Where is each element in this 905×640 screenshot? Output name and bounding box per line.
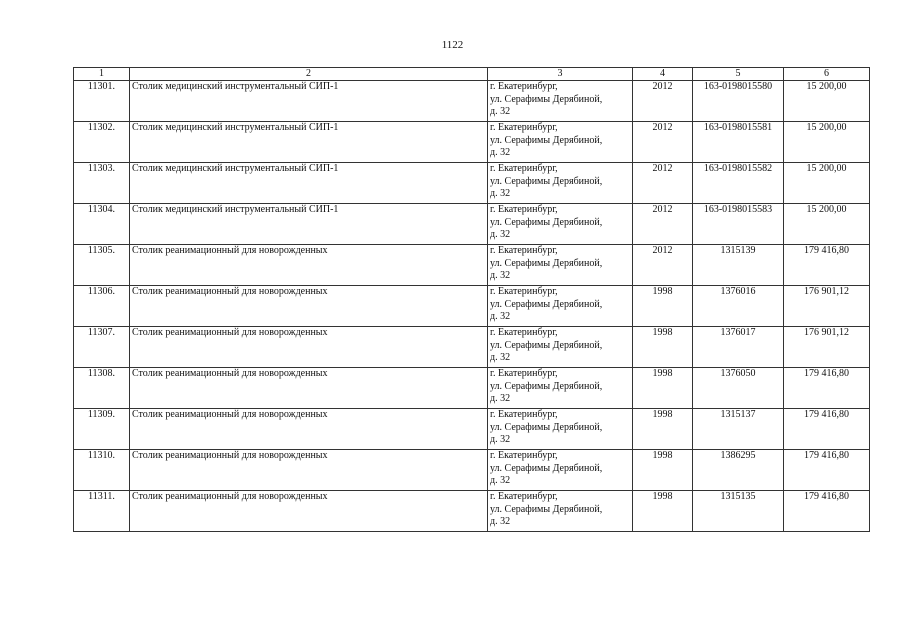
address-line: ул. Серафимы Дерябиной, — [490, 93, 603, 105]
address-line: г. Екатеринбург, — [490, 409, 558, 420]
year-cell: 2012 — [633, 122, 693, 163]
row-number-cell: 11310. — [74, 450, 130, 491]
column-header-4: 4 — [633, 68, 693, 81]
table-header — [74, 68, 870, 81]
row-number-cell: 11302. — [74, 122, 130, 163]
table-row — [74, 286, 870, 327]
address-line: д. 32 — [490, 229, 511, 240]
address-line: ул. Серафимы Дерябиной, — [490, 462, 603, 474]
year-cell: 1998 — [633, 409, 693, 450]
table-row — [74, 204, 870, 245]
row-number-cell: 11306. — [74, 286, 130, 327]
address-cell — [488, 204, 633, 245]
cost-cell: 15 200,00 — [784, 204, 870, 245]
year-cell: 2012 — [633, 163, 693, 204]
address-cell — [488, 245, 633, 286]
item-name-cell: Столик реанимационный для новорожденных — [130, 368, 488, 409]
year-cell: 1998 — [633, 286, 693, 327]
address-cell — [488, 163, 633, 204]
address-cell — [488, 491, 633, 532]
address-line: г. Екатеринбург, — [490, 368, 558, 379]
table-row — [74, 409, 870, 450]
address-line: г. Екатеринбург, — [490, 163, 558, 174]
column-header-2: 2 — [130, 68, 488, 81]
address-line: д. 32 — [490, 434, 511, 445]
year-cell: 2012 — [633, 204, 693, 245]
table-row — [74, 81, 870, 122]
column-header-1: 1 — [74, 68, 130, 81]
cost-cell: 179 416,80 — [784, 409, 870, 450]
cost-cell: 15 200,00 — [784, 163, 870, 204]
address-line: ул. Серафимы Дерябиной, — [490, 216, 603, 228]
inventory-number-cell: 163-0198015582 — [693, 163, 784, 204]
address-cell — [488, 450, 633, 491]
address-cell — [488, 409, 633, 450]
item-name-cell: Столик реанимационный для новорожденных — [130, 245, 488, 286]
address-cell — [488, 81, 633, 122]
inventory-number-cell: 163-0198015580 — [693, 81, 784, 122]
address-line: г. Екатеринбург, — [490, 286, 558, 297]
address-line: ул. Серафимы Дерябиной, — [490, 257, 603, 269]
address-line: ул. Серафимы Дерябиной, — [490, 421, 603, 433]
row-number-cell: 11305. — [74, 245, 130, 286]
cost-cell: 179 416,80 — [784, 450, 870, 491]
inventory-number-cell: 163-0198015581 — [693, 122, 784, 163]
address-cell — [488, 327, 633, 368]
address-line: д. 32 — [490, 393, 511, 404]
table-row — [74, 163, 870, 204]
table-row — [74, 245, 870, 286]
inventory-number-cell: 1386295 — [693, 450, 784, 491]
year-cell: 2012 — [633, 81, 693, 122]
item-name-cell: Столик реанимационный для новорожденных — [130, 491, 488, 532]
address-line: г. Екатеринбург, — [490, 491, 558, 502]
address-line: д. 32 — [490, 106, 511, 117]
cost-cell: 179 416,80 — [784, 368, 870, 409]
cost-cell: 179 416,80 — [784, 245, 870, 286]
row-number-cell: 11309. — [74, 409, 130, 450]
cost-cell: 176 901,12 — [784, 286, 870, 327]
inventory-number-cell: 1315137 — [693, 409, 784, 450]
address-line: г. Екатеринбург, — [490, 327, 558, 338]
address-cell — [488, 286, 633, 327]
address-line: д. 32 — [490, 147, 511, 158]
address-line: г. Екатеринбург, — [490, 245, 558, 256]
address-line: ул. Серафимы Дерябиной, — [490, 339, 603, 351]
inventory-number-cell: 1376016 — [693, 286, 784, 327]
inventory-number-cell: 163-0198015583 — [693, 204, 784, 245]
cost-cell: 15 200,00 — [784, 81, 870, 122]
address-line: г. Екатеринбург, — [490, 122, 558, 133]
address-line: д. 32 — [490, 475, 511, 486]
column-header-6: 6 — [784, 68, 870, 81]
year-cell: 1998 — [633, 491, 693, 532]
address-cell — [488, 368, 633, 409]
item-name-cell: Столик реанимационный для новорожденных — [130, 450, 488, 491]
address-line: ул. Серафимы Дерябиной, — [490, 298, 603, 310]
address-line: ул. Серафимы Дерябиной, — [490, 175, 603, 187]
table-row — [74, 491, 870, 532]
column-header-3: 3 — [488, 68, 633, 81]
year-cell: 1998 — [633, 450, 693, 491]
address-line: д. 32 — [490, 516, 511, 527]
address-line: д. 32 — [490, 311, 511, 322]
table-row — [74, 368, 870, 409]
address-line: ул. Серафимы Дерябиной, — [490, 380, 603, 392]
cost-cell: 176 901,12 — [784, 327, 870, 368]
address-line: ул. Серафимы Дерябиной, — [490, 134, 603, 146]
page-number: 1122 — [441, 39, 464, 51]
inventory-number-cell: 1315139 — [693, 245, 784, 286]
address-line: ул. Серафимы Дерябиной, — [490, 503, 603, 515]
row-number-cell: 11304. — [74, 204, 130, 245]
column-header-5: 5 — [693, 68, 784, 81]
row-number-cell: 11307. — [74, 327, 130, 368]
item-name-cell: Столик реанимационный для новорожденных — [130, 409, 488, 450]
inventory-number-cell: 1376017 — [693, 327, 784, 368]
item-name-cell: Столик реанимационный для новорожденных — [130, 327, 488, 368]
row-number-cell: 11303. — [74, 163, 130, 204]
inventory-number-cell: 1315135 — [693, 491, 784, 532]
year-cell: 1998 — [633, 368, 693, 409]
table-row — [74, 327, 870, 368]
cost-cell: 15 200,00 — [784, 122, 870, 163]
inventory-number-cell: 1376050 — [693, 368, 784, 409]
table-body — [74, 81, 870, 532]
year-cell: 2012 — [633, 245, 693, 286]
table-row — [74, 122, 870, 163]
cost-cell: 179 416,80 — [784, 491, 870, 532]
address-line: д. 32 — [490, 188, 511, 199]
table-row — [74, 450, 870, 491]
item-name-cell: Столик медицинский инструментальный СИП-1 — [130, 81, 488, 122]
item-name-cell: Столик медицинский инструментальный СИП-1 — [130, 163, 488, 204]
item-name-cell: Столик реанимационный для новорожденных — [130, 286, 488, 327]
item-name-cell: Столик медицинский инструментальный СИП-1 — [130, 204, 488, 245]
row-number-cell: 11301. — [74, 81, 130, 122]
address-line: г. Екатеринбург, — [490, 204, 558, 215]
header-row — [74, 68, 870, 81]
address-line: д. 32 — [490, 270, 511, 281]
registry-table — [73, 67, 870, 532]
year-cell: 1998 — [633, 327, 693, 368]
address-cell — [488, 122, 633, 163]
row-number-cell: 11311. — [74, 491, 130, 532]
item-name-cell: Столик медицинский инструментальный СИП-1 — [130, 122, 488, 163]
address-line: г. Екатеринбург, — [490, 81, 558, 92]
row-number-cell: 11308. — [74, 368, 130, 409]
address-line: д. 32 — [490, 352, 511, 363]
address-line: г. Екатеринбург, — [490, 450, 558, 461]
